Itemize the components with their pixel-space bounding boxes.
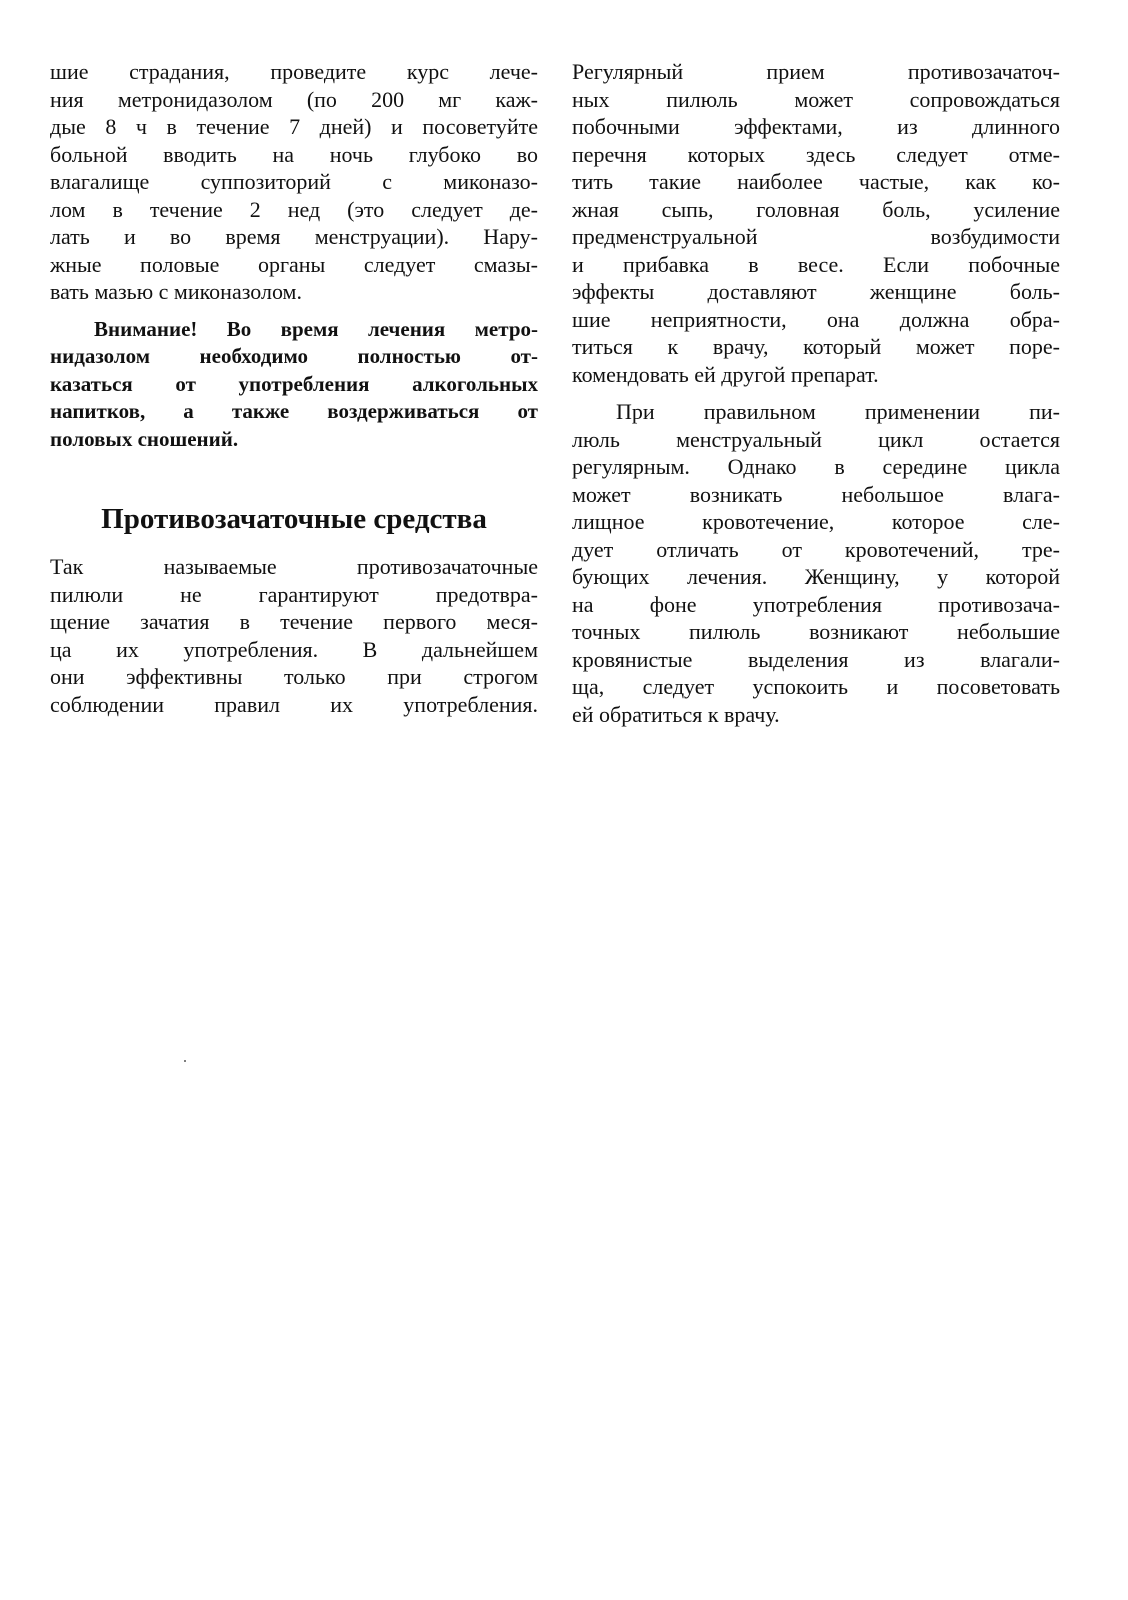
text-line: ных пилюль может сопровождаться — [572, 86, 1060, 112]
text-line: тить такие наиболее частые, как ко- — [572, 169, 1060, 194]
text-line: напитков, а также воздерживаться от — [50, 399, 538, 423]
contraceptive-intro-paragraph — [50, 553, 538, 718]
text-line: Внимание! Во время лечения метро- — [94, 316, 538, 341]
text-line: люль менструальный цикл остается — [572, 426, 1060, 452]
scan-speck — [184, 1060, 186, 1062]
text-line: половых сношений. — [50, 426, 239, 451]
text-line: шие неприятности, она должна обра- — [572, 306, 1060, 332]
text-line: регулярным. Однако в середине цикла — [572, 454, 1060, 479]
menstrual-cycle-paragraph — [572, 398, 1060, 728]
text-line: Регулярный прием противозачаточ- — [572, 59, 1060, 84]
right-column — [572, 58, 1060, 728]
text-line: предменструальной возбудимости — [572, 224, 1060, 249]
text-line: эффекты доставляют женщине боль- — [572, 279, 1060, 304]
text-line: пилюли не гарантируют предотвра- — [50, 581, 538, 607]
text-line: казаться от употребления алкогольных — [50, 371, 538, 396]
text-line: ей обратиться к врачу. — [572, 701, 780, 727]
section-heading: Противозачаточные средства — [101, 503, 487, 535]
side-effects-paragraph — [572, 58, 1060, 388]
text-line: точных пилюль возникают небольшие — [572, 619, 1060, 644]
text-line: Так называемые противозачаточные — [50, 554, 538, 579]
text-line: ща, следует успокоить и посоветовать — [572, 674, 1060, 699]
text-line: лом в течение 2 нед (это следует де- — [50, 196, 538, 222]
text-line: бующих лечения. Женщину, у которой — [572, 564, 1060, 589]
text-line: лать и во время менструации). Нару- — [50, 224, 538, 249]
text-line: вать мазью с миконазолом. — [50, 279, 302, 304]
text-line: ния метронидазолом (по 200 мг каж- — [50, 86, 538, 112]
warning-paragraph — [50, 316, 538, 454]
text-line: они эффективны только при строгом — [50, 664, 538, 689]
text-line: побочными эффектами, из длинного — [572, 114, 1060, 139]
text-line: дые 8 ч в течение 7 дней) и посоветуйте — [50, 114, 538, 139]
text-line: жная сыпь, головная боль, усиление — [572, 196, 1060, 222]
text-line: щение зачатия в течение первого меся- — [50, 609, 538, 634]
text-line: больной вводить на ночь глубоко во — [50, 141, 538, 167]
text-line: ца их употребления. В дальнейшем — [50, 636, 538, 662]
text-line: комендовать ей другой препарат. — [572, 361, 879, 387]
text-line: нидазолом необходимо полностью от- — [50, 344, 538, 368]
treatment-paragraph — [50, 58, 538, 306]
text-line: лищное кровотечение, которое сле- — [572, 509, 1060, 534]
text-line: титься к врачу, который может поре- — [572, 334, 1060, 359]
left-column — [50, 58, 538, 718]
text-line: кровянистые выделения из влагали- — [572, 646, 1060, 672]
text-line: соблюдении правил их употребления. — [50, 691, 538, 717]
text-line: и прибавка в весе. Если побочные — [572, 251, 1060, 277]
text-line: перечня которых здесь следует отме- — [572, 141, 1060, 167]
text-line: на фоне употребления противозача- — [572, 591, 1060, 617]
text-line: жные половые органы следует смазы- — [50, 251, 538, 277]
text-line: шие страдания, проведите курс лече- — [50, 59, 538, 84]
text-line: может возникать небольшое влага- — [572, 481, 1060, 507]
text-line: дует отличать от кровотечений, тре- — [572, 536, 1060, 562]
text-line: При правильном применении пи- — [616, 399, 1060, 424]
text-line: влагалище суппозиторий с миконазо- — [50, 169, 538, 194]
